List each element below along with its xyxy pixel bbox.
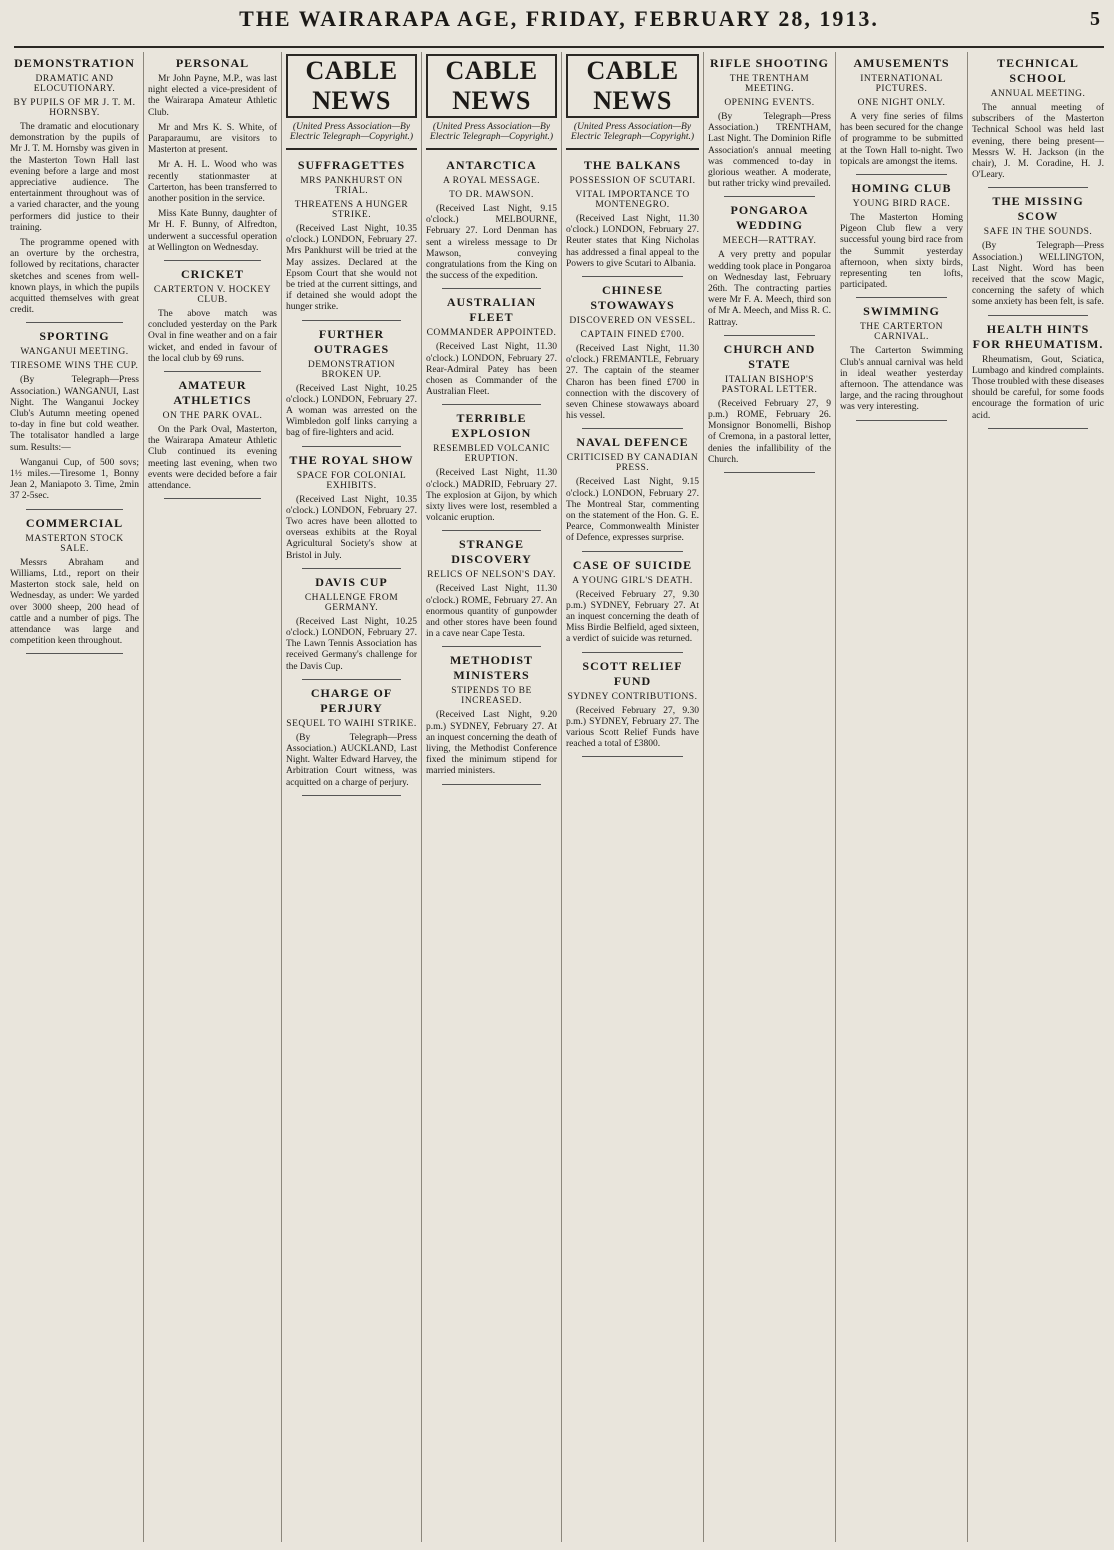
article-subhead: RELICS OF NELSON'S DAY. bbox=[427, 570, 556, 581]
article-subhead: MASTERTON STOCK SALE. bbox=[25, 533, 124, 554]
article-subhead: A YOUNG GIRL'S DEATH. bbox=[572, 575, 693, 586]
article-paragraph: Mr A. H. L. Wood who was recently stationmaster at Carterton, has been transferred to another position in the service. bbox=[148, 160, 277, 205]
article-headline: FURTHER OUTRAGES bbox=[313, 326, 390, 356]
article-divider bbox=[582, 551, 683, 552]
article-paragraph: (Received Last Night, 10.25 o'clock.) LONDON, February 27. The Lawn Tennis Association has received Germany's challenge for the Davis Cup. bbox=[286, 616, 417, 672]
article-subhead: SAFE IN THE SOUNDS. bbox=[983, 227, 1093, 238]
article-headline: THE MISSING SCOW bbox=[992, 194, 1084, 224]
article-paragraph: Rheumatism, Gout, Sciatica, Lumbago and kindred complaints. Those troubled with these diseases should be careful, for some foods encourage the formation of uric acid. bbox=[972, 354, 1104, 421]
masthead-title: THE WAIRARAPA AGE, FRIDAY, FEBRUARY 28, 1913. bbox=[239, 6, 879, 31]
article-paragraph: (Received Last Night, 10.35 o'clock.) LONDON, February 27. Two acres have been allotted to overseas exhibits at the Royal Agricultural Society's show at Bristol in July. bbox=[286, 494, 417, 561]
article-divider bbox=[856, 297, 947, 298]
article-paragraph: The Masterton Homing Pigeon Club flew a very successful young bird race from the Summit yesterday afternoon, when sixty birds, representing ten lofts, participated. bbox=[840, 213, 963, 291]
article-paragraph: (Received Last Night, 10.25 o'clock.) LONDON, February 27. A woman was arrested on the Wimbledon golf links carrying a bag of fire-lighters and acid. bbox=[286, 383, 417, 439]
article-subhead: CHALLENGE FROM GERMANY. bbox=[304, 592, 399, 613]
article bbox=[286, 575, 417, 680]
article bbox=[426, 411, 557, 531]
article bbox=[708, 203, 831, 335]
article bbox=[566, 659, 699, 758]
article-subhead: THREATENS A HUNGER STRIKE. bbox=[294, 200, 409, 220]
press-credit: (United Press Association—By Electric Telegraph—Copyright.) bbox=[289, 122, 414, 142]
article-divider bbox=[26, 509, 123, 510]
article-divider bbox=[988, 315, 1088, 316]
article-headline: SWIMMING bbox=[863, 304, 940, 319]
article bbox=[566, 158, 699, 277]
article-paragraph: The above match was concluded yesterday on the Park Oval in fine weather and on a fair wicket, and ended in favour of the local club by 69 runs. bbox=[148, 309, 277, 364]
article-subhead: THE CARTERTON CARNIVAL. bbox=[859, 322, 944, 343]
article-divider bbox=[988, 428, 1088, 429]
article-divider bbox=[302, 446, 401, 447]
rule bbox=[566, 148, 699, 150]
article-subhead: MRS PANKHURST ON TRIAL. bbox=[300, 176, 403, 196]
article-headline: COMMERCIAL bbox=[25, 515, 124, 530]
article-paragraph: (Received Last Night, 11.30 o'clock.) LONDON, February 27. Rear-Admiral Patey has been chosen as Commander of the Australian Fleet. bbox=[426, 342, 557, 398]
article-paragraph: (Received Last Night, 10.35 o'clock.) LONDON, February 27. Mrs Pankhurst will be tried at the May assizes. Declared at the Epsom Court that she would not be tried at the current sittings, and if detained she would adopt the hunger strike. bbox=[286, 224, 417, 313]
article-headline: AUSTRALIAN FLEET bbox=[446, 295, 537, 325]
article-paragraph: A very pretty and popular wedding took place in Pongaroa on Wednesday last, February 26th. The contracting parties were Mr F. A. Meech, third son of Mr A. Meech, and Miss R. C. Rattray. bbox=[708, 250, 831, 328]
article-paragraph: (By Telegraph—Press Association.) WELLINGTON, Last Night. Word has been received that the scow Magic, concerning the safety of which some anxiety has been felt, is safe. bbox=[972, 241, 1104, 308]
article bbox=[286, 453, 417, 569]
article bbox=[148, 267, 277, 372]
article bbox=[10, 56, 139, 323]
article bbox=[426, 158, 557, 289]
article-paragraph: (Received February 27, 9.30 p.m.) SYDNEY, February 27. At an inquest concerning the death of Miss Birdie Belfield, aged sixteen, a verdict of suicide was returned. bbox=[566, 589, 699, 645]
article-paragraph: (Received Last Night, 9.15 o'clock.) MELBOURNE, February 27. Lord Denman has sent a wireless message to Dr Mawson, conveying congratulations from the King on the success of the expedition. bbox=[426, 204, 557, 282]
article-headline: DAVIS CUP bbox=[315, 574, 388, 589]
article bbox=[566, 558, 699, 653]
article bbox=[566, 435, 699, 551]
article-divider bbox=[302, 795, 401, 796]
article-paragraph: (Received Last Night, 11.30 o'clock.) MADRID, February 27. The explosion at Gijon, by which sixty lives were lost, resembled a volcanic eruption. bbox=[426, 468, 557, 524]
article-paragraph: The programme opened with an overture by the orchestra, followed by recitations, character sketches and scenes from well-known plays, in which the pupils acquitted themselves with great credit. bbox=[10, 238, 139, 316]
article-divider bbox=[442, 530, 541, 531]
article-subhead: DISCOVERED ON VESSEL. bbox=[569, 316, 696, 327]
article-headline: AMATEUR ATHLETICS bbox=[173, 378, 252, 408]
article-paragraph: (Received February 27, 9 p.m.) ROME, February 26. Monsignor Bonomelli, Bishop of Cremona, in a pastoral letter, denies the infallibility of the Church. bbox=[708, 398, 831, 465]
article-paragraph: Miss Kate Bunny, daughter of Mr H. F. Bunny, of Alfredton, underwent a successful operation at Wellington on Wednesday. bbox=[148, 209, 277, 253]
article-paragraph: The Carterton Swimming Club's annual carnival was held in ideal weather yesterday afternoon. The attendance was large, and the racing throughout was very interesting. bbox=[840, 346, 963, 413]
article-divider bbox=[856, 420, 947, 421]
article-paragraph: (Received Last Night, 11.30 o'clock.) LONDON, February 27. Reuter states that King Nicholas has addressed a final appeal to the Powers to give Scutari to Albania. bbox=[566, 214, 699, 269]
article-subhead: A ROYAL MESSAGE. bbox=[442, 176, 541, 186]
column-col5 bbox=[562, 52, 704, 1542]
article bbox=[426, 295, 557, 405]
article-paragraph: (Received Last Night, 9.15 o'clock.) LONDON, February 27. The Montreal Star, commenting on the statement of the Hon. G. E. Pearce, Commonwealth Minister of Defence, expresses surprise. bbox=[566, 477, 699, 544]
article-paragraph: Wanganui Cup, of 500 sovs; 1½ miles.—Tiresome 1, Bonny Jean 2, Maniapoto 3. Time, 2min 37 2-5sec. bbox=[10, 457, 139, 502]
article-headline: ANTARCTICA bbox=[446, 158, 537, 172]
article-subhead: COMMANDER APPOINTED. bbox=[426, 328, 557, 339]
article-subhead: POSSESSION OF SCUTARI. bbox=[569, 176, 696, 186]
article-paragraph: Mr and Mrs K. S. White, of Paraparaumu, are visitors to Masterton at present. bbox=[148, 122, 277, 156]
cable-news-header: CABLE NEWS bbox=[566, 54, 699, 118]
article-paragraph: (Received Last Night, 11.30 o'clock.) ROME, February 27. An enormous quantity of gunpowder and other stores have been found in a cave near Cape Testa. bbox=[426, 584, 557, 640]
article-subhead: THE TRENTHAM MEETING. bbox=[729, 74, 810, 94]
article-subhead: VITAL IMPORTANCE TO MONTENEGRO. bbox=[575, 190, 690, 210]
article bbox=[840, 56, 963, 175]
article-headline: HEALTH HINTS FOR RHEUMATISM. bbox=[972, 321, 1104, 351]
article-subhead: ONE NIGHT ONLY. bbox=[857, 98, 946, 108]
article-divider bbox=[442, 784, 541, 785]
article-divider bbox=[724, 472, 815, 473]
article-divider bbox=[988, 187, 1088, 188]
article-headline: TECHNICAL SCHOOL bbox=[997, 56, 1079, 85]
cable-news-header: CABLE NEWS bbox=[426, 54, 557, 118]
column-col1 bbox=[6, 52, 144, 1542]
article-headline: NAVAL DEFENCE bbox=[576, 435, 689, 450]
article-subhead: DEMONSTRATION BROKEN UP. bbox=[307, 359, 396, 380]
article-divider bbox=[582, 652, 683, 653]
article bbox=[286, 327, 417, 447]
article bbox=[840, 181, 963, 298]
article-headline: CRICKET bbox=[180, 267, 244, 282]
article bbox=[286, 686, 417, 796]
article-paragraph: (Received Last Night, 11.30 o'clock.) FREMANTLE, February 27. The captain of the steamer Charon has been fined £700 in connection with the discovery of seven Chinese stowaways aboard his vessel. bbox=[566, 344, 699, 422]
article-divider bbox=[582, 276, 683, 277]
column-col2 bbox=[144, 52, 282, 1542]
article-paragraph: (Received Last Night, 9.20 p.m.) SYDNEY, February 27. At an inquest concerning the death of living, the Methodist Conference fixed the minimum stipend for married ministers. bbox=[426, 710, 557, 777]
article-subhead: OPENING EVENTS. bbox=[724, 98, 815, 108]
article-headline: SPORTING bbox=[39, 329, 110, 344]
article-headline: CHINESE STOWAWAYS bbox=[590, 283, 675, 313]
article-headline: AMUSEMENTS bbox=[853, 56, 950, 70]
article-headline: THE BALKANS bbox=[583, 158, 682, 172]
article-subhead: CAPTAIN FINED £700. bbox=[580, 330, 685, 341]
cable-news-header: CABLE NEWS bbox=[286, 54, 417, 118]
article-divider bbox=[164, 371, 261, 372]
article-paragraph: The dramatic and elocutionary demonstration by the pupils of Mr J. T. M. Hornsby was given in the Masterton Town Hall last evening before a large and most appreciative audience. The entertainment throughout was of a varied character, and the young performers did justice to their training. bbox=[10, 122, 139, 233]
article-subhead: CARTERTON V. HOCKEY CLUB. bbox=[153, 285, 272, 306]
article-headline: CHARGE OF PERJURY bbox=[310, 685, 393, 715]
article bbox=[10, 516, 139, 655]
article bbox=[840, 304, 963, 420]
article-subhead: ITALIAN BISHOP'S PASTORAL LETTER. bbox=[721, 374, 818, 395]
article-headline: CASE OF SUICIDE bbox=[572, 557, 693, 572]
article-subhead: CRITICISED BY CANADIAN PRESS. bbox=[566, 453, 699, 474]
article-divider bbox=[582, 756, 683, 757]
article-divider bbox=[26, 653, 123, 654]
article-divider bbox=[26, 322, 123, 323]
article-divider bbox=[856, 174, 947, 175]
article-headline: PERSONAL bbox=[175, 56, 250, 70]
article-divider bbox=[302, 679, 401, 680]
article-divider bbox=[442, 288, 541, 289]
article-subhead: SEQUEL TO WAIHI STRIKE. bbox=[286, 718, 417, 729]
article bbox=[286, 158, 417, 321]
article-paragraph: Mr John Payne, M.P., was last night elected a vice-president of the Wairarapa Amateur Athletic Club. bbox=[148, 74, 277, 118]
article bbox=[10, 329, 139, 509]
rule bbox=[286, 148, 417, 150]
article-subhead: RESEMBLED VOLCANIC ERUPTION. bbox=[433, 444, 550, 465]
rule bbox=[426, 148, 557, 150]
article bbox=[566, 283, 699, 429]
article-paragraph: Messrs Abraham and Williams, Ltd., report on their Masterton stock sale, held on Wednesday, as under: We yarded over 3000 sheep, 200 head of cattle and a number of pigs. The attendance was large and competition keen throughout. bbox=[10, 557, 139, 647]
article bbox=[972, 322, 1104, 429]
article bbox=[708, 56, 831, 197]
article-headline: DEMONSTRATION bbox=[14, 56, 135, 70]
masthead bbox=[14, 4, 1104, 48]
article bbox=[708, 342, 831, 473]
article-divider bbox=[164, 498, 261, 499]
article-paragraph: On the Park Oval, Masterton, the Wairarapa Amateur Athletic Club continued its evening meeting last evening, when two events were decided before a fair attendance. bbox=[148, 425, 277, 492]
article-divider bbox=[164, 260, 261, 261]
article bbox=[972, 56, 1104, 188]
article-subhead: STIPENDS TO BE INCREASED. bbox=[451, 686, 532, 707]
article-paragraph: (By Telegraph—Press Association.) TRENTHAM, Last Night. The Dominion Rifle Association's annual meeting was commenced to-day in glorious weather. A moderate, but rather tricky wind prevailed. bbox=[708, 112, 831, 190]
article-subhead: TIRESOME WINS THE CUP. bbox=[10, 361, 139, 372]
article bbox=[148, 378, 277, 499]
press-credit: (United Press Association—By Electric Telegraph—Copyright.) bbox=[429, 122, 554, 142]
article bbox=[426, 537, 557, 647]
article-subhead: MEECH—RATTRAY. bbox=[722, 236, 817, 247]
article-subhead: INTERNATIONAL PICTURES. bbox=[860, 74, 943, 94]
article-headline: SCOTT RELIEF FUND bbox=[582, 658, 683, 688]
article-headline: STRANGE DISCOVERY bbox=[451, 537, 532, 567]
article-headline: SUFFRAGETTES bbox=[297, 158, 406, 172]
article-subhead: BY PUPILS OF MR J. T. M. HORNSBY. bbox=[13, 98, 136, 118]
column-col8 bbox=[968, 52, 1108, 1542]
article-paragraph: (By Telegraph—Press Association.) AUCKLAND, Last Night. Walter Edward Harvey, the Arbitration Court witness, was acquitted on a charge of perjury. bbox=[286, 732, 417, 788]
article-subhead: TO DR. MAWSON. bbox=[449, 190, 534, 200]
article-subhead: WANGANUI MEETING. bbox=[20, 347, 129, 358]
article-subhead: SPACE FOR COLONIAL EXHIBITS. bbox=[296, 470, 407, 491]
column-col6 bbox=[704, 52, 836, 1542]
article-divider bbox=[302, 568, 401, 569]
article-paragraph: (Received February 27, 9.30 p.m.) SYDNEY, February 27. The various Scott Relief Funds have reached a total of £3800. bbox=[566, 705, 699, 750]
article-headline: THE ROYAL SHOW bbox=[289, 452, 414, 467]
article-paragraph: The annual meeting of subscribers of the Masterton Technical School was held last evening, there being present—Messrs W. H. Jackson (in the chair), J. M. Coradine, H. J. O'Leary. bbox=[972, 103, 1104, 181]
article bbox=[426, 653, 557, 784]
article-divider bbox=[442, 404, 541, 405]
article-headline: TERRIBLE EXPLOSION bbox=[451, 411, 532, 441]
press-credit: (United Press Association—By Electric Telegraph—Copyright.) bbox=[570, 122, 695, 142]
article-paragraph: A very fine series of films has been secured for the change of programme to be submitted at the Town Hall to-night. Two topicals are amongst the items. bbox=[840, 112, 963, 167]
article bbox=[972, 194, 1104, 315]
column-col7 bbox=[836, 52, 968, 1542]
article-headline: CHURCH AND STATE bbox=[723, 341, 816, 371]
article-divider bbox=[442, 646, 541, 647]
article-divider bbox=[724, 196, 815, 197]
article-divider bbox=[302, 320, 401, 321]
column-col4 bbox=[422, 52, 562, 1542]
article-headline: RIFLE SHOOTING bbox=[709, 56, 830, 70]
article-headline: METHODIST MINISTERS bbox=[449, 653, 533, 683]
column-col3 bbox=[282, 52, 422, 1542]
article-divider bbox=[724, 335, 815, 336]
article-divider bbox=[582, 428, 683, 429]
article-subhead: YOUNG BIRD RACE. bbox=[852, 199, 951, 210]
article-headline: HOMING CLUB bbox=[851, 181, 952, 196]
article-subhead: DRAMATIC AND ELOCUTIONARY. bbox=[33, 74, 116, 94]
article-subhead: SYDNEY CONTRIBUTIONS. bbox=[567, 691, 698, 702]
article bbox=[148, 56, 277, 261]
page-number: 5 bbox=[1090, 8, 1100, 30]
article-subhead: ANNUAL MEETING. bbox=[990, 89, 1086, 99]
article-subhead: ON THE PARK OVAL. bbox=[162, 411, 263, 422]
article-paragraph: (By Telegraph—Press Association.) WANGANUI, Last Night. The Wanganui Jockey Club's Autumn meeting opened to-day in fine but cold weather. The totalisator handled a large sum. Results:— bbox=[10, 375, 139, 453]
article-headline: PONGAROA WEDDING bbox=[730, 203, 809, 233]
